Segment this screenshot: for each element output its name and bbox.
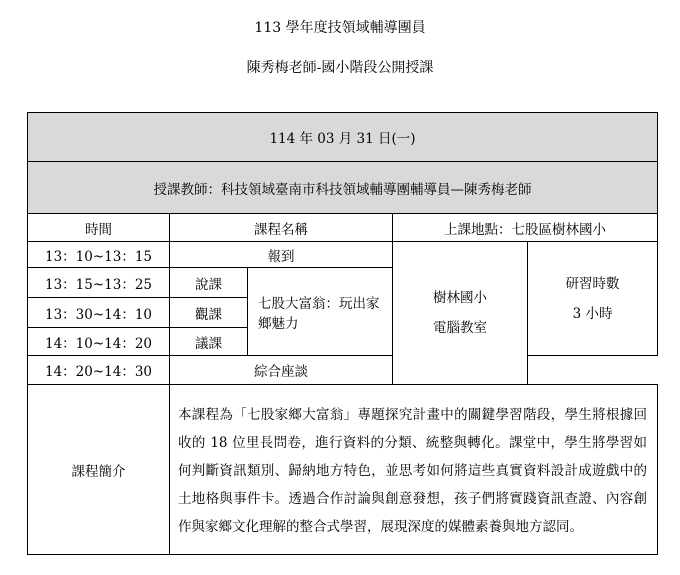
hours-label: 研習時數 <box>565 275 620 292</box>
venue-cell <box>393 242 528 385</box>
schedule-item: 說課 <box>170 268 248 298</box>
header-time: 時間 <box>28 214 170 242</box>
schedule-item: 觀課 <box>170 298 248 328</box>
header-course: 課程名稱 <box>170 214 393 242</box>
course-title-cell: 七股大富翁：玩出家鄉魅力 <box>248 268 393 356</box>
schedule-item: 綜合座談 <box>170 356 393 385</box>
document-subtitle: 陳秀梅老師-國小階段公開授課 <box>246 60 434 76</box>
header-location: 上課地點：七股區樹林國小 <box>393 214 658 242</box>
teacher-cell: 授課教師：科技領域臺南市科技領域輔導團輔導員—陳秀梅老師 <box>28 162 658 214</box>
schedule-table <box>27 112 658 555</box>
hours-cell <box>528 242 658 356</box>
venue-line1: 樹林國小 <box>433 290 487 306</box>
intro-label: 課程簡介 <box>28 385 170 555</box>
document-title: 113 學年度技領域輔導團員 <box>254 20 426 36</box>
schedule-item: 議課 <box>170 328 248 356</box>
venue-line2: 電腦教室 <box>433 320 487 336</box>
time-cell: 14：10~14：20 <box>28 328 170 356</box>
time-cell: 13：10~13：15 <box>28 242 170 268</box>
time-cell: 14：20~14：30 <box>28 356 170 385</box>
time-cell: 13：30~14：10 <box>28 298 170 328</box>
date-cell: 114 年 03 月 31 日(一) <box>28 113 658 162</box>
hours-value: 3 小時 <box>572 305 613 322</box>
intro-text: 本課程為「七股家鄉大富翁」專題探究計畫中的關鍵學習階段，學生將根據回收的 18 位里長問卷，進行資料的分類、統整與轉化。課堂中，學生將學習如何判斷資訊類別、歸納地方特色，並思考如何將這些真實資料設計成遊戲中的土地格與事件卡。透過合作討論與創意發想，孩子們將實踐資訊查證、內容創作與家鄉文化理解的整合式學習，展現深度的媒體素養與地方認同。 <box>170 385 658 555</box>
time-cell: 13：15~13：25 <box>28 268 170 298</box>
schedule-item: 報到 <box>170 242 393 268</box>
